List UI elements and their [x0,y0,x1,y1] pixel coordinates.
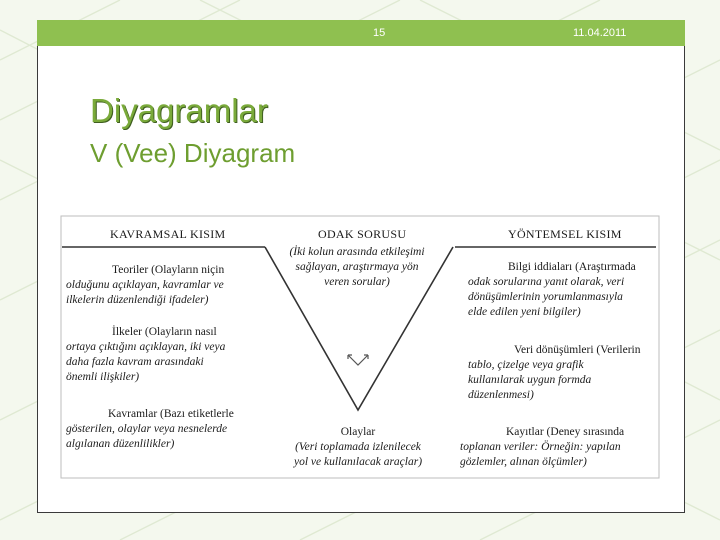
slide-number: 15 [373,27,386,39]
focus-header: ODAK SORUSU [318,227,407,241]
slide-subtitle: V (Vee) Diyagram [90,138,296,168]
conceptual-header: KAVRAMSAL KISIM [110,227,226,241]
focus-description: (İki kolun arasında etkileşimi sağlayan, araştırmaya yön veren sorular) [289,246,425,288]
events-label: Olaylar [340,426,376,438]
knowledge-claims-item: Bilgi iddiaları (Araştırmada odak sorularına yanıt olarak, veri dönüşümlerinin yorumlanmasıyla elde edilen yeni bilgiler) [468,261,636,318]
theories-item: Teoriler (Olayların niçin olduğunu açıklayan, kavramlar ve ilkelerin düzenlendiği ifadeler) [66,264,225,306]
methodological-header: YÖNTEMSEL KISIM [508,227,622,241]
concepts-item: Kavramlar (Bazı etiketlerle gösterilen, olaylar veya nesnelerde algılanan düzenlilikler) [66,408,234,450]
records-item: Kayıtlar (Deney sırasında toplanan veriler: Örneğin: yapılan gözlemler, alınan ölçümler) [460,426,625,468]
slide-date: 11.04.2011 [573,27,627,39]
data-transformations-item: Veri dönüşümleri (Verilerin tablo, çizelge veya grafik kullanılarak uygun formda düzenlenmesi) [468,344,641,401]
events-description: (Veri toplamada izlenilecek yol ve kullanılacak araçlar) [293,441,423,468]
vee-diagram [60,215,660,479]
slide-title: Diyagramlar [90,92,268,129]
principles-item: İlkeler (Olayların nasıl ortaya çıktığını açıklayan, iki veya daha fazla kavram arasındaki önemli ilişkiler) [66,326,226,383]
interaction-arrow-icon [348,355,368,365]
